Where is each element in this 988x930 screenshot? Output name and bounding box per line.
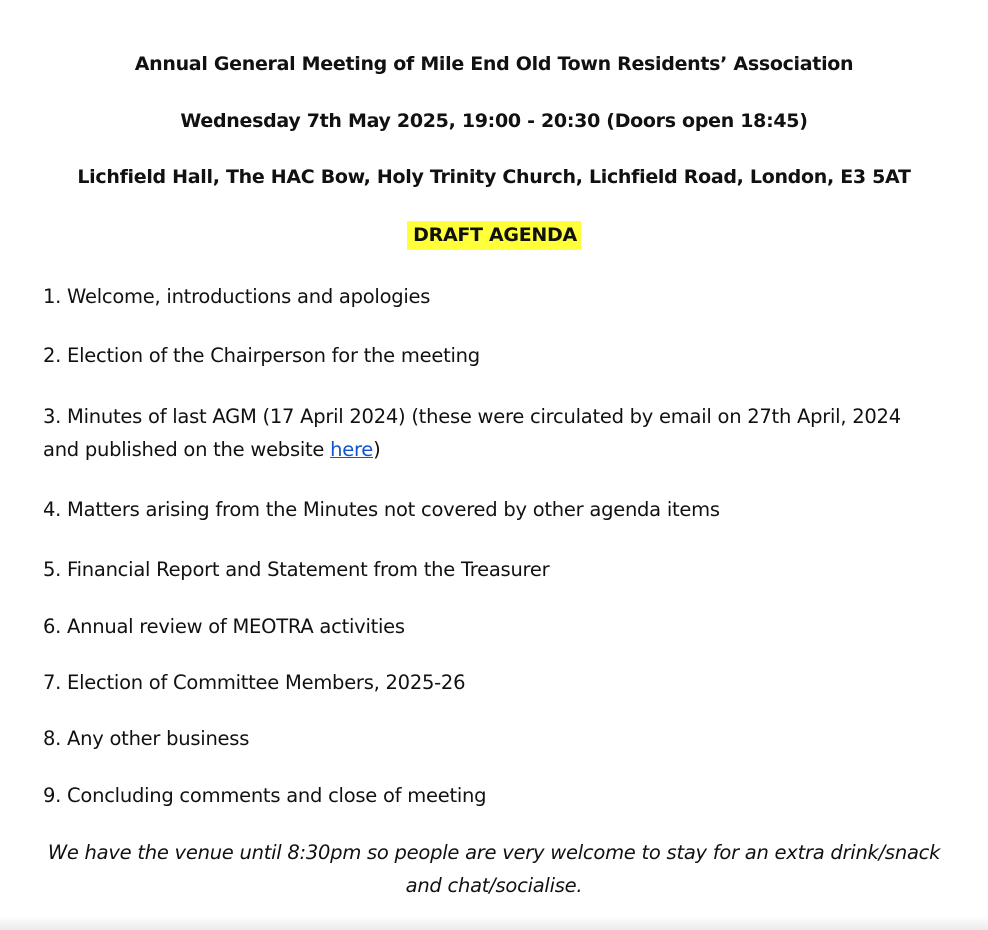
agenda-item-3-line-1: 3. Minutes of last AGM (17 April 2024) (these were circulated by email on 27th April, 2024 — [43, 405, 901, 428]
agenda-item-5: 5. Financial Report and Statement from the Treasurer — [43, 558, 550, 581]
page-bottom-shadow — [0, 916, 988, 930]
closing-note-line-2: and chat/socialise. — [405, 874, 583, 897]
agenda-item-8: 8. Any other business — [43, 727, 250, 750]
agenda-item-2: 2. Election of the Chairperson for the meeting — [43, 344, 480, 367]
agenda-item-9: 9. Concluding comments and close of meeting — [43, 784, 487, 807]
agenda-item-3-text: and published on the website — [43, 438, 331, 461]
agenda-item-1: 1. Welcome, introductions and apologies — [43, 285, 431, 308]
agenda-item-6: 6. Annual review of MEOTRA activities — [43, 615, 405, 638]
draft-agenda-wrapper — [0, 221, 988, 250]
agenda-item-7: 7. Election of Committee Members, 2025-26 — [43, 671, 466, 694]
minutes-website-link[interactable]: here — [330, 438, 374, 461]
meeting-title: Annual General Meeting of Mile End Old Town Residents’ Association — [134, 53, 854, 75]
agenda-item-4: 4. Matters arising from the Minutes not covered by other agenda items — [43, 498, 720, 521]
agenda-item-3-close-paren: ) — [373, 438, 381, 461]
meeting-date-time: Wednesday 7th May 2025, 19:00 - 20:30 (Doors open 18:45) — [180, 110, 808, 132]
draft-agenda-badge: DRAFT AGENDA — [407, 221, 581, 250]
agenda-item-3-line-2 — [43, 433, 943, 466]
meeting-venue: Lichfield Hall, The HAC Bow, Holy Trinity Church, Lichfield Road, London, E3 5AT — [77, 166, 911, 188]
closing-note-line-1: We have the venue until 8:30pm so people are very welcome to stay for an extra drink/snack — [47, 841, 941, 864]
